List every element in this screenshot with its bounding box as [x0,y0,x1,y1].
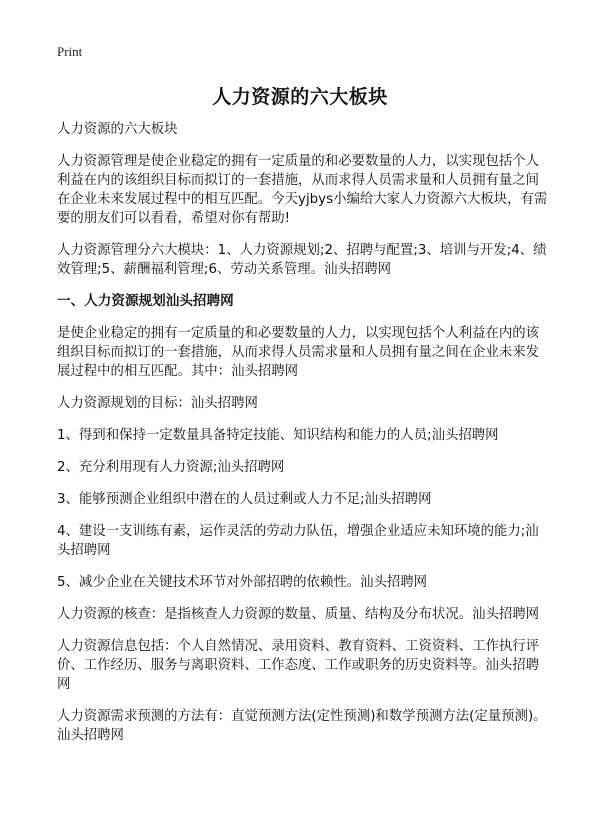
core-check-paragraph: 人力资源的核查：是指核查人力资源的数量、质量、结构及分布状况。汕头招聘网 [57,607,540,622]
section-heading-planning: 一、人力资源规划汕头招聘网 [57,293,234,309]
goal-item: 5、减少企业在关键技术环节对外部招聘的依赖性。汕头招聘网 [57,575,428,590]
intro-paragraph: 人力资源管理是使企业稳定的拥有一定质量的和必要数量的人力，以实现包括个人利益在内的该组织目标而拟订的一套措施，从而求得人员需求量和人员拥有量之间在企业未来发展过程中的相互匹配。今天yjbys小编给大家人力资源六大板块，有需要的朋友们可以看看，希望对你有帮助! [57,154,548,226]
print-label: Print [57,44,83,59]
forecast-paragraph: 人力资源需求预测的方法有：直觉预测方法(定性预测)和数学预测方法(定量预测)。汕头招聘网 [57,709,547,743]
goal-item: 1、得到和保持一定数量具备特定技能、知识结构和能力的人员;汕头招聘网 [57,428,499,443]
modules-paragraph: 人力资源管理分六大模块：1、人力资源规划;2、招聘与配置;3、培训与开发;4、绩效管理;5、薪酬福利管理;6、劳动关系管理。汕头招聘网 [57,243,547,277]
info-paragraph: 人力资源信息包括：个人自然情况、录用资料、教育资料、工资资料、工作执行评价、工作经历、服务与离职资料、工作态度、工作或职务的历史资料等。汕头招聘网 [57,639,540,692]
document-body [57,120,549,758]
document-title: 人力资源的六大板块 [212,86,388,108]
planning-goals-label: 人力资源规划的目标：汕头招聘网 [57,396,258,411]
goal-item: 4、建设一支训练有素，运作灵活的劳动力队伍，增强企业适应未知环境的能力;汕头招聘网 [57,524,539,558]
goal-item: 3、能够预测企业组织中潜在的人员过剩或人力不足;汕头招聘网 [57,492,432,507]
subtitle-paragraph: 人力资源的六大板块 [57,122,178,137]
goal-item: 2、充分利用现有人力资源;汕头招聘网 [57,460,285,475]
planning-intro-paragraph: 是使企业稳定的拥有一定质量的和必要数量的人力，以实现包括个人利益在内的该组织目标而拟订的一套措施，从而求得人员需求量和人员拥有量之间在企业未来发展过程中的相互匹配。其中：汕头招聘网 [57,326,540,379]
